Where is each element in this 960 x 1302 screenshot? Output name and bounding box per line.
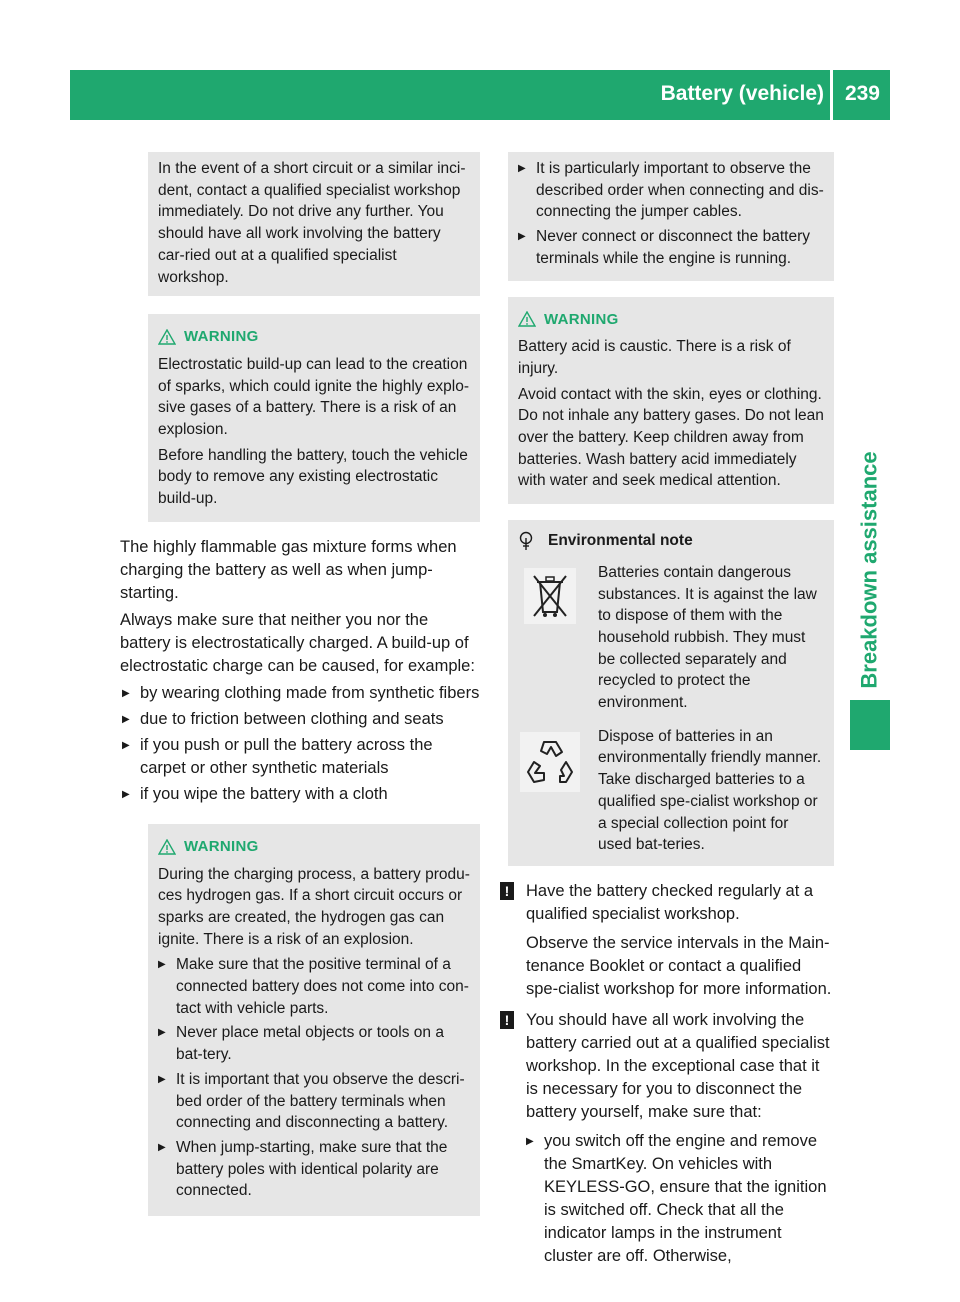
side-tab-text: Breakdown assistance bbox=[857, 451, 883, 689]
bullet-list bbox=[122, 682, 480, 806]
side-tab-label bbox=[850, 440, 890, 700]
warning-box-2 bbox=[148, 824, 480, 1216]
intro-box bbox=[148, 152, 480, 296]
list-item: ▶ It is particularly important to observe the described order when connecting and dis-connecting the jumper cables. bbox=[518, 158, 824, 223]
header-bar bbox=[70, 70, 890, 120]
page-title: Battery (vehicle) bbox=[660, 82, 824, 105]
bullet-list bbox=[518, 158, 824, 270]
warning-text: Electrostatic build-up can lead to the creation of sparks, which could ignite the highly explo-sive gases of a battery. There is a risk of an explosion. bbox=[158, 355, 470, 439]
environmental-note-heading bbox=[518, 530, 824, 552]
environmental-note-text: Dispose of batteries in an environmentally friendly manner. Take discharged batteries to a qualified spe-cialist workshop or a special collection point for used bat-teries. bbox=[598, 727, 822, 854]
side-tab-marker bbox=[850, 700, 890, 750]
environmental-note-box bbox=[508, 520, 834, 866]
list-item: ▶ if you push or pull the battery across the carpet or other synthetic materials bbox=[122, 734, 480, 780]
warning-heading bbox=[518, 309, 824, 331]
exclamation-icon: ! bbox=[500, 1011, 514, 1029]
warning-bullet-list bbox=[158, 954, 470, 1202]
warning-text: During the charging process, a battery produ-ces hydrogen gas. If a short circuit occurs or sparks are created, the hydrogen gas can ignite. There is a risk of an explosion. bbox=[158, 865, 470, 948]
warning-heading bbox=[158, 326, 470, 348]
list-item: ▶ by wearing clothing made from synthetic fibers bbox=[122, 682, 480, 705]
list-item: ▶ It is important that you observe the descri-bed order of the battery terminals when connecting and disconnecting a battery. bbox=[158, 1069, 470, 1134]
environmental-note-title: Environmental note bbox=[548, 532, 693, 550]
note-bullet-list bbox=[526, 1130, 834, 1268]
list-item: ▶ if you wipe the battery with a cloth bbox=[122, 783, 480, 806]
list-item: ▶ Never place metal objects or tools on a bat-tery. bbox=[158, 1022, 470, 1065]
warning-label: WARNING bbox=[544, 310, 619, 328]
warning-box-1 bbox=[148, 314, 480, 522]
left-column bbox=[120, 152, 480, 1230]
warning-text: Avoid contact with the skin, eyes or clothing. Do not inhale any battery gases. Do not lean over the battery. Keep children away from batteries. Wash battery acid immediately with water and seek medical attention. bbox=[518, 385, 824, 490]
note-text: Have the battery checked regularly at a qualified specialist workshop. bbox=[526, 881, 814, 923]
exclamation-icon: ! bbox=[500, 882, 514, 900]
list-item: ▶ When jump-starting, make sure that the battery poles with identical polarity are connected. bbox=[158, 1137, 470, 1202]
lightbulb-icon bbox=[518, 531, 534, 551]
warning-text: Battery acid is caustic. There is a risk of injury. bbox=[518, 338, 791, 377]
paragraph: Always make sure that neither you nor the battery is electrostatically charged. A build-up of electrostatic charge can be caused, for example: bbox=[120, 610, 475, 675]
warning-triangle-icon bbox=[518, 311, 536, 327]
body-text bbox=[120, 536, 480, 806]
list-item: ▶ Make sure that the positive terminal of a connected battery does not come into con-tact with vehicle parts. bbox=[158, 954, 470, 1019]
paragraph: The highly flammable gas mixture forms when charging the battery as well as when jump-starting. bbox=[120, 537, 457, 602]
list-item: ▶ Never connect or disconnect the battery terminals while the engine is running. bbox=[518, 226, 824, 269]
intro-text: In the event of a short circuit or a similar inci-dent, contact a qualified specialist workshop immediately. Do not drive any further. You should have all work involving the battery car-ried out at a qualified specialist workshop. bbox=[158, 160, 466, 286]
environmental-note-item bbox=[518, 562, 824, 714]
header-divider bbox=[830, 70, 833, 120]
environmental-note-text: Batteries contain dangerous substances. It is against the law to dispose of them with the household rubbish. They must be collected separately and recycled to protect the environment. bbox=[598, 563, 817, 712]
warning-heading bbox=[158, 836, 470, 858]
warning-text: Before handling the battery, touch the vehicle body to remove any existing electrostatic build-up. bbox=[158, 446, 468, 508]
important-note bbox=[504, 1009, 834, 1268]
note-text: You should have all work involving the battery carried out at a qualified specialist workshop. In the exceptional case that it is necessary for you to disconnect the battery yourself, make sure that: bbox=[526, 1010, 830, 1121]
warning-label: WARNING bbox=[184, 328, 259, 346]
note-text: Observe the service intervals in the Main-tenance Booklet or contact a qualified spe-cialist workshop for more information. bbox=[526, 933, 832, 998]
environmental-note-item bbox=[518, 726, 824, 856]
continued-box bbox=[508, 152, 834, 281]
important-note bbox=[504, 880, 834, 1001]
list-item: ▶ you switch off the engine and remove the SmartKey. On vehicles with KEYLESS-GO, ensure that the ignition is switched off. Check that all the indicator lamps in the instrument cluster are off. Otherwise, bbox=[526, 1130, 834, 1268]
recycle-icon bbox=[520, 732, 580, 792]
warning-box-3 bbox=[508, 297, 834, 505]
list-item: ▶ due to friction between clothing and seats bbox=[122, 708, 480, 731]
warning-label: WARNING bbox=[184, 837, 259, 855]
page-number: 239 bbox=[844, 82, 880, 105]
right-column bbox=[504, 152, 834, 1276]
crossed-out-bin-icon bbox=[524, 568, 576, 624]
warning-triangle-icon bbox=[158, 329, 176, 345]
warning-triangle-icon bbox=[158, 839, 176, 855]
